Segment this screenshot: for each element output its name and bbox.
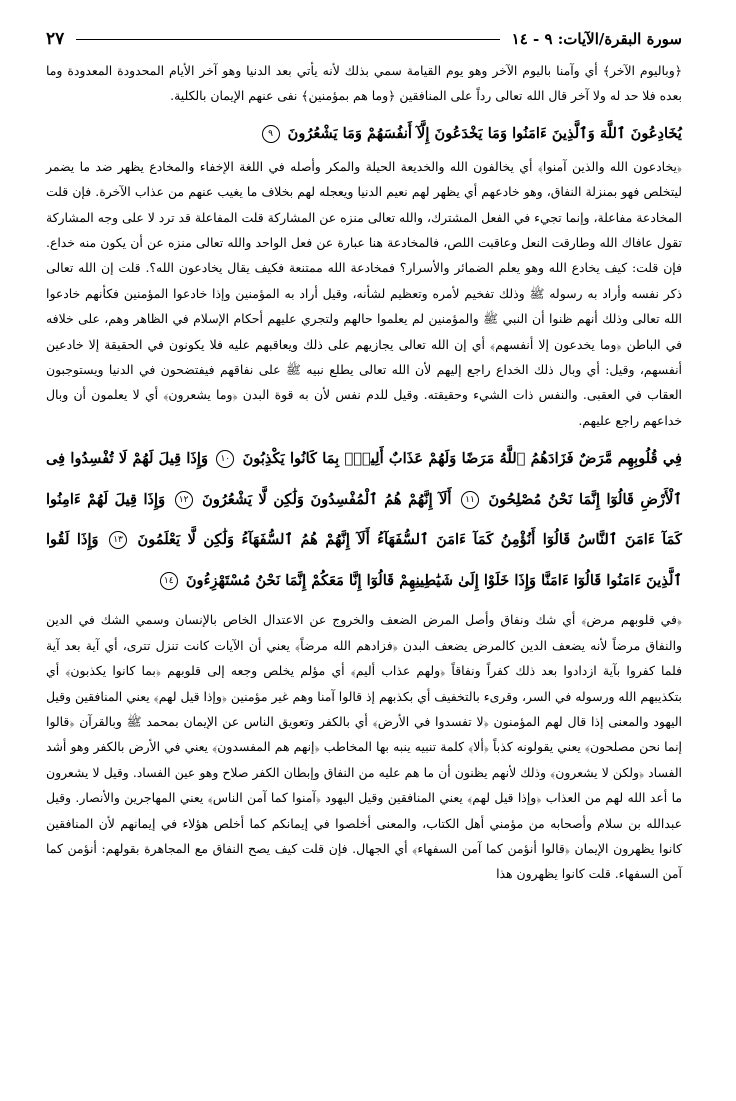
ayah-number-marker: ١١: [461, 491, 479, 509]
ayah-number-marker: ١٢: [175, 491, 193, 509]
paragraph-disease: ﴿في قلوبهم مرض﴾ أي شك ونفاق وأصل المرض الضعف والخروج عن الاعتدال الخاص بالإنسان وسمي الشك في الدين والنفاق مرضاً لأنه يضعف الدين كالمرض يضعف البدن ﴿فزادهم الله مرضاً﴾ يعني أن الآيات كانت تنزل تترى، أي آية بعد آية فلما كفروا بآية ازدادوا بعد ذلك كفراً ونفاقاً ﴿ولهم عذاب أليم﴾ أي مؤلم يخلص وجعه إلى قلوبهم ﴿بما كانوا يكذبون﴾ أي بتكذيبهم الله ورسوله في السر، وقرىء بالتخفيف أي بكذبهم إذ قالوا آمنا وهم غير مؤمنين ﴿وإذا قيل لهم﴾ يعني المنافقين وقيل اليهود والمعنى إذا قال لهم المؤمنون ﴿لا تفسدوا في الأرض﴾ أي بالكفر وتعويق الناس عن الإيمان بمحمد ﷺ وبالقرآن ﴿قالوا إنما نحن مصلحون﴾ يعني يقولونه كذباً ﴿ألا﴾ كلمة تنبيه ينبه بها المخاطب ﴿إنهم هم المفسدون﴾ يعني في الأرض بالكفر وهو أشد الفساد ﴿ولكن لا يشعرون﴾ وذلك لأنهم يظنون أن ما هم عليه من النفاق وإبطان الكفر صلاح وهو عين الفساد. وقيل لا يشعرون ما أعد الله لهم من العذاب ﴿وإذا قيل لهم﴾ يعني المنافقين وقيل اليهود ﴿آمنوا كما آمن الناس﴾ يعني المهاجرين والأنصار. وقيل عبدالله بن سلام وأصحابه من مؤمني أهل الكتاب، والمعنى أخلصوا في إيمانكم كما أخلص هؤلاء في إيمانهم لأن المنافقين كانوا يظهرون الإيمان ﴿قالوا أنؤمن كما آمن السفهاء﴾ أي الجهال. فإن قلت كيف يصح النفاق مع المجاهرة بقولهم: أنؤمن كما آمن السفهاء. قلت كانوا يظهرون هذا: [46, 612, 682, 882]
ayah-number-marker: ٩: [262, 125, 280, 143]
verse-10-text: فِي قُلُوبِهِم مَّرَضٌ فَزَادَهُمُ ٱللَّهُ مَرَضًا وَلَهُمْ عَذَابٌ أَلِيمٌۢ بِمَا كَانُوا يَكْذِبُونَ: [242, 450, 682, 468]
ayah-number-marker: ١٠: [216, 450, 234, 468]
header-rule: [76, 39, 499, 40]
verse-9: [46, 117, 682, 150]
verse-14-text: وَإِذَا لَقُوا ٱلَّذِينَ ءَامَنُوا قَالُوٓا ءَامَنَّا وَإِذَا خَلَوْا إِلَىٰ شَيَٰطِينِهِمْ قَالُوٓا إِنَّا مَعَكُمْ إِنَّمَا نَحْنُ مُسْتَهْزِءُونَ: [46, 531, 682, 589]
verse-9-text: يُخَادِعُونَ ٱللَّهَ وَٱلَّذِينَ ءَامَنُوا وَمَا يَخْدَعُونَ إِلَّآ أَنفُسَهُمْ وَمَا يَشْعُرُونَ: [287, 124, 682, 142]
header-title: سورة البقرة/الآيات: ٩ - ١٤: [511, 30, 682, 48]
verse-13-text: وَإِذَا قِيلَ لَهُمْ ءَامِنُوا كَمَآ ءَامَنَ ٱلنَّاسُ قَالُوٓا أَنُؤْمِنُ كَمَآ ءَامَنَ ٱلسُّفَهَآءُ أَلَآ إِنَّهُمْ هُمُ ٱلسُّفَهَآءُ وَلَٰكِن لَّا يَعْلَمُونَ: [46, 490, 682, 549]
verse-11-text: وَإِذَا قِيلَ لَهُمْ لَا تُفْسِدُوا فِى ٱلْأَرْضِ قَالُوٓا إِنَّمَا نَحْنُ مُصْلِحُونَ: [46, 450, 682, 508]
paragraph-last-day: ﴿وباليوم الآخر﴾ أي وآمنا باليوم الآخر وهو يوم القيامة سمي بذلك لأنه يأتي بعد الدنيا وهو آخر الأيام المحدودة المعدودة وما بعده فلا حد له ولا آخر قال الله تعالى رداً على المنافقين ﴿وما هم بمؤمنين﴾ نفى عنهم الإيمان بالكلية.: [46, 63, 682, 104]
page-number: ٢٧: [46, 29, 65, 49]
verse-12-text: أَلَآ إِنَّهُمْ هُمُ ٱلْمُفْسِدُونَ وَلَٰكِن لَّا يَشْعُرُونَ: [202, 490, 452, 508]
paragraph-deception: ﴿يخادعون الله والذين آمنوا﴾ أي يخالفون الله والخديعة الحيلة والمكر وأصله في اللغة الإخفاء والمخادع يظهر ضد ما يضمر ليتخلص فهو بمنزلة النفاق، وهو خادعهم أي يظهر لهم نعيم الدنيا ويعجله لهم بخلاف ما يغيب عنهم من عذاب الآخرة. فإن قلت المخادعة مفاعلة، وإنما تجيء في الفعل المشترك، والله تعالى منزه عن المشاركة قلت المفاعلة قد ترد لا على وجه المشاركة تقول عافاك الله وطارقت النعل وعاقبت اللص، فالمخادعة هنا عبارة عن فعل الواحد والله تعالى منزه عن أن يكون منه خداع. فإن قلت: كيف يخادع الله وهو يعلم الضمائر والأسرار؟ فمخادعة الله ممتنعة فكيف يقال يخادعون الله؟. قلت إن الله تعالى ذكر نفسه وأراد به رسوله ﷺ وذلك تفخيم لأمره وتعظيم لشأنه، وقيل أراد به المؤمنين وإذا خادعوا المؤمنين فكأنهم خادعوا الله تعالى وذلك أنهم ظنوا أن النبي ﷺ والمؤمنين لم يعلموا حالهم ولتجري عليهم أحكام الإسلام في الظاهر وهم، على خلافه في الباطن ﴿وما يخدعون إلا أنفسهم﴾ أي إن الله تعالى يجازيهم على ذلك ويعاقبهم عليه فلا يكونون في الحقيقة إلا خادعين أنفسهم، وقيل: أي وبال ذلك الخداع راجع إليهم لأن الله تعالى يطلع نبيه ﷺ على نفاقهم فيفتضحون في الدنيا ويستوجبون العقاب في العقبى. والنفس ذات الشيء وحقيقته. وقيل للدم نفس لأن به قوة البدن ﴿وما يشعرون﴾ أي لا يعلمون أن وبال خداعهم راجع عليهم.: [46, 158, 682, 428]
verses-10-14: [46, 439, 682, 601]
ayah-number-marker: ١٣: [109, 531, 127, 549]
running-head: [46, 24, 682, 54]
ayah-number-marker: ١٤: [160, 572, 178, 590]
